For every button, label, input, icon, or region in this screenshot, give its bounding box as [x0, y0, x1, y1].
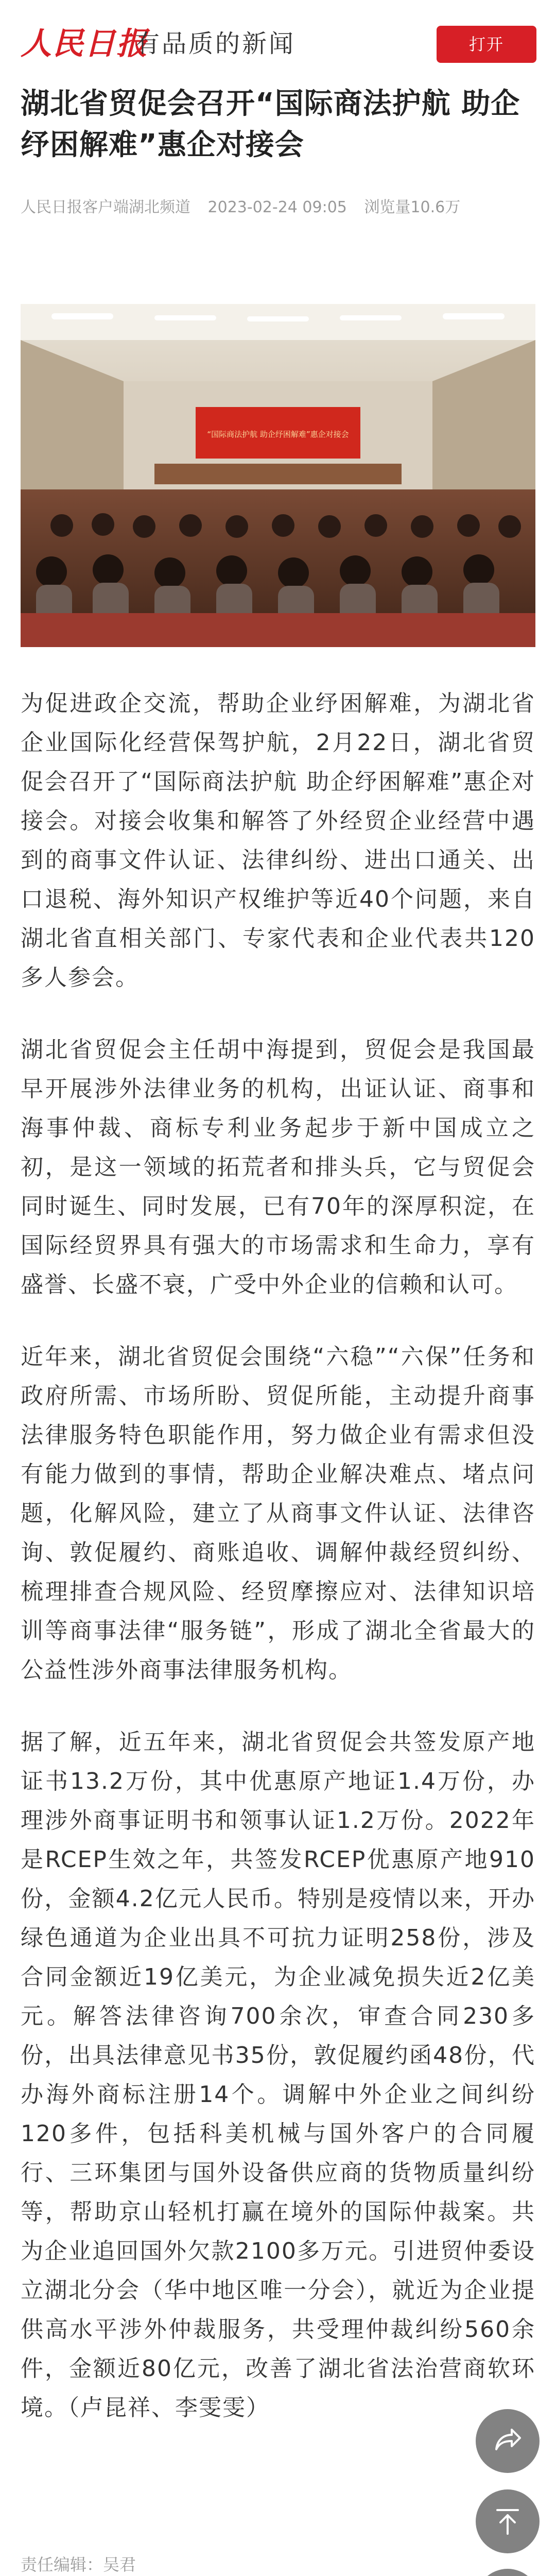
- article-paragraph: 近年来，湖北省贸促会围绕“六稳”“六保”任务和政府所需、市场所盼、贸促所能，主动提升商事法律服务特色职能作用，努力做企业有需求但没有能力做到的事情，帮助企业解决难点、堵点问题，化解风险，建立了从商事文件认证、法律咨询、敦促履约、商账追收、调解仲裁经贸纠纷、梳理排查合规风险、经贸摩擦应对、法律知识培训等商事法律“服务链”，形成了湖北全省最大的公益性涉外商事法律服务机构。: [21, 1344, 535, 1683]
- app-top-bar: [0, 0, 556, 82]
- article-datetime: 2023-02-24 09:05: [207, 198, 347, 216]
- back-to-top-icon: [492, 2506, 523, 2537]
- article-paragraph: 据了解，近五年来，湖北省贸促会共签发原产地证书13.2万份，其中优惠原产地证1.4万份，办理涉外商事证明书和领事认证1.2万份。2022年是RCEP生效之年，共签发RCEP优惠原产地910份，金额4.2亿元人民币。特别是疫情以来，开办绿色通道为企业出具不可抗力证明258份，涉及合同金额近19亿美元，为企业减免损失近2亿美元。解答法律咨询700余次，审查合同230多份，出具法律意见书35份，敦促履约函48份，代办海外商标注册14个。调解中外企业之间纠纷120多件，包括科美机械与国外客户的合同履行、三环集团与国外设备供应商的货物质量纠纷等，帮助京山轻机打赢在境外的国际仲裁案。共为企业追回国外欠款2100多万元。引进贸仲委设立湖北分会（华中地区唯一分会），就近为企业提供高水平涉外仲裁服务，共受理仲裁纠纷560余件，金额近80亿元，改善了湖北省法治营商软环境。（卢昆祥、李雯雯）: [21, 1729, 535, 2421]
- scroll-up-button[interactable]: [476, 2569, 540, 2576]
- page-title: 湖北省贸促会召开“国际商法护航 助企纾困解难”惠企对接会: [21, 87, 520, 162]
- editor-credit: 责任编辑：吴君: [21, 2555, 136, 2574]
- back-to-top-button[interactable]: [476, 2489, 540, 2553]
- article-body: [21, 684, 535, 2461]
- article-views: 浏览量10.6万: [364, 198, 461, 216]
- article-meta: [21, 195, 535, 221]
- article-photo[interactable]: [21, 304, 535, 647]
- article-paragraph: 为促进政企交流，帮助企业纾困解难，为湖北省企业国际化经营保驾护航，2月22日，湖北省贸促会召开了“国际商法护航 助企纾困解难”惠企对接会。对接会收集和解答了外经贸企业经营中遇到的商事文件认证、法律纠纷、进出口通关、出口退税、海外知识产权维护等近40个问题，来自湖北省直相关部门、专家代表和企业代表共120多人参会。: [21, 690, 535, 991]
- banner-text: “国际商法护航 助企纾困解难”惠企对接会: [207, 430, 349, 439]
- logo: 人民日报: [21, 26, 148, 62]
- slogan: 有品质的新闻: [135, 29, 296, 58]
- share-button[interactable]: [476, 2409, 540, 2473]
- open-app-button[interactable]: 打开: [437, 26, 536, 63]
- share-icon: [492, 2426, 523, 2456]
- article-source[interactable]: 人民日报客户端湖北频道: [21, 198, 190, 216]
- article-paragraph: 湖北省贸促会主任胡中海提到，贸促会是我国最早开展涉外法律业务的机构，出证认证、商事和海事仲裁、商标专利业务起步于新中国成立之初，是这一领域的拓荒者和排头兵，它与贸促会同时诞生、同时发展，已有70年的深厚积淀，在国际经贸界具有强大的市场需求和生命力，享有盛誉、长盛不衰，广受中外企业的信赖和认可。: [21, 1037, 535, 1298]
- meeting-hall-illustration: [21, 304, 535, 647]
